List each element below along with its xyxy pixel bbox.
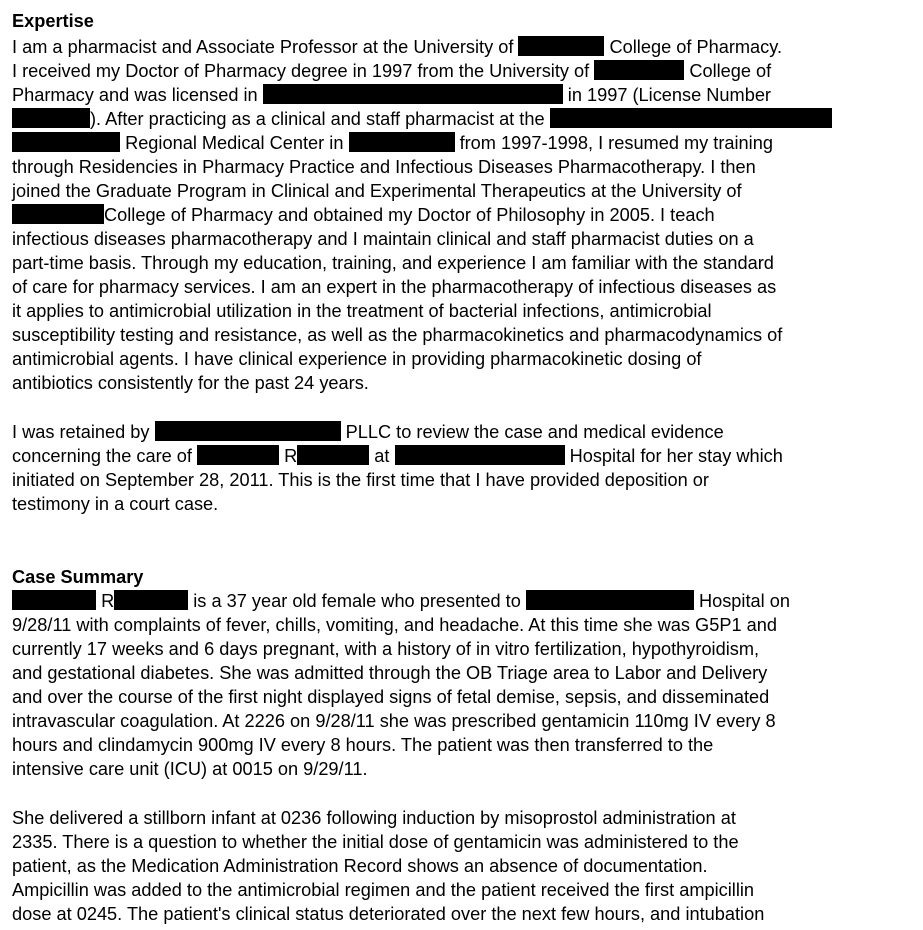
- redaction-bar: [395, 445, 565, 465]
- expertise-line-15: antibiotics consistently for the past 24 years.: [12, 373, 369, 393]
- redaction-bar: [12, 132, 120, 152]
- summary-line-1: R is a 37 year old female who presented to Hospital on: [12, 589, 790, 613]
- delivery-line-2: 2335. There is a question to whether the initial dose of gentamicin was administered to the: [12, 832, 739, 852]
- retained-line-1: I was retained by PLLC to review the case and medical evidence: [12, 422, 724, 442]
- expertise-line-9: infectious diseases pharmacotherapy and I maintain clinical and staff pharmacist duties on a: [12, 229, 754, 249]
- expertise-line-7: joined the Graduate Program in Clinical and Experimental Therapeutics at the University of: [12, 181, 742, 201]
- delivery-line-1: She delivered a stillborn infant at 0236 following induction by misoprostol administration at: [12, 808, 736, 828]
- summary-line-7: hours and clindamycin 900mg IV every 8 hours. The patient was then transferred to the: [12, 735, 714, 755]
- delivery-line-3: patient, as the Medication Administration Record shows an absence of documentation.: [12, 856, 708, 876]
- retained-line-2: concerning the care of R at Hospital for her stay which: [12, 446, 783, 466]
- summary-line-3: currently 17 weeks and 6 days pregnant, with a history of in vitro fertilization, hypothyroidism,: [12, 639, 760, 659]
- expertise-line-5: Regional Medical Center in from 1997-1998, I resumed my training: [12, 131, 773, 155]
- redaction-bar: [263, 84, 563, 104]
- expertise-line-6: through Residencies in Pharmacy Practice and Infectious Diseases Pharmacotherapy. I then: [12, 157, 756, 177]
- expertise-line-13: susceptibility testing and resistance, as well as the pharmacokinetics and pharmacodynamics of: [12, 325, 783, 345]
- redaction-bar: [197, 445, 279, 465]
- delivery-line-5: dose at 0245. The patient's clinical status deteriorated over the next few hours, and intubation: [12, 904, 765, 924]
- case-summary-heading: Case Summary: [12, 567, 144, 587]
- delivery-line-4: Ampicillin was added to the antimicrobial regimen and the patient received the first ampicillin: [12, 880, 755, 900]
- summary-line-4: and gestational diabetes. She was admitted through the OB Triage area to Labor and Delivery: [12, 663, 768, 683]
- expertise-line-1: I am a pharmacist and Associate Professor at the University of College of Pharmacy.: [12, 37, 783, 57]
- redaction-bar: [12, 204, 104, 224]
- expertise-heading: Expertise: [12, 11, 94, 31]
- retained-line-3: initiated on September 28, 2011. This is the first time that I have provided deposition or: [12, 470, 709, 490]
- retained-line-4: testimony in a court case.: [12, 494, 219, 514]
- expertise-line-10: part-time basis. Through my education, training, and experience I am familiar with the standard: [12, 253, 774, 273]
- summary-line-5: and over the course of the first night displayed signs of fetal demise, sepsis, and disseminated: [12, 687, 770, 707]
- summary-line-6: intravascular coagulation. At 2226 on 9/28/11 she was prescribed gentamicin 110mg IV every 8: [12, 711, 776, 731]
- redaction-bar: [12, 108, 90, 128]
- redaction-bar: [114, 590, 188, 610]
- summary-line-2: 9/28/11 with complaints of fever, chills, vomiting, and headache. At this time she was G5P1 and: [12, 615, 777, 635]
- summary-line-8: intensive care unit (ICU) at 0015 on 9/29/11.: [12, 759, 368, 779]
- redaction-bar: [526, 590, 694, 610]
- redaction-bar: [155, 421, 341, 441]
- redaction-bar: [594, 60, 684, 80]
- redaction-bar: [518, 36, 604, 56]
- redaction-bar: [550, 108, 832, 128]
- expertise-line-12: it applies to antimicrobial utilization in the treatment of bacterial infections, antimicrobial: [12, 301, 712, 321]
- expertise-line-11: of care for pharmacy services. I am an expert in the pharmacotherapy of infectious diseases as: [12, 277, 777, 297]
- expertise-line-3: Pharmacy and was licensed in in 1997 (License Number: [12, 85, 771, 105]
- expertise-line-4: ). After practicing as a clinical and staff pharmacist at the: [12, 107, 832, 131]
- redaction-bar: [349, 132, 455, 152]
- expertise-line-8: College of Pharmacy and obtained my Doctor of Philosophy in 2005. I teach: [12, 203, 715, 227]
- redaction-bar: [297, 445, 369, 465]
- expertise-line-2: I received my Doctor of Pharmacy degree in 1997 from the University of College of: [12, 61, 772, 81]
- redaction-bar: [12, 590, 96, 610]
- expertise-line-14: antimicrobial agents. I have clinical experience in providing pharmacokinetic dosing of: [12, 349, 702, 369]
